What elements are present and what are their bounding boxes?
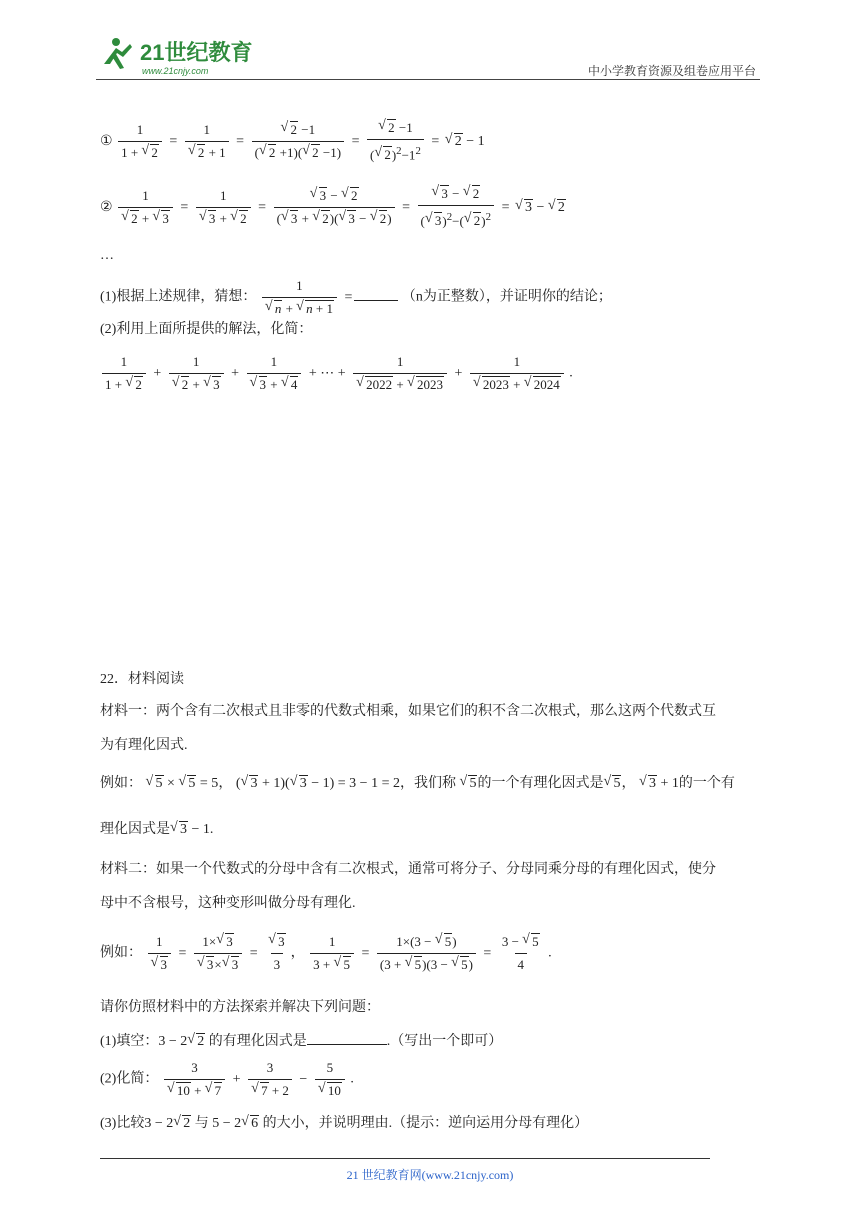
material-1-line-1: 材料一：两个含有二次根式且非零的代数式相乘，如果它们的积不含二次根式，那么这两个代数式互 (100, 704, 716, 719)
prompt: 请你仿照材料中的方法探索并解决下列问题： (100, 1000, 380, 1015)
example-2: ② 1 √ 2 + √ 3 = 1 √ 3 + √ 2 = √ $\frac{3 - √ 2}{(√ 3 + √ 2)(√ 3 - √ 2)}$ = √ $\frac{3 - √ 2}{(√ 3)^2-(√ 2)^2}$ = √ 3 − √ 2 (100, 184, 566, 231)
material-1-line-2: 为有理化因式. (100, 738, 188, 753)
sub-question-3: (3)比较3 − 2√ 2 与 5 − 2√ 6 的大小，并说明理由.（提示：逆向运用分母有理化） (100, 1114, 588, 1134)
site-logo (96, 34, 266, 78)
answer-blank-1[interactable] (354, 286, 398, 301)
example-1-label: ① (100, 132, 113, 149)
material-2-line-2: 母中不含根号，这种变形叫做分母有理化. (100, 896, 356, 911)
footer-text[interactable]: 21 世纪教育网(www.21cnjy.com) (346, 1168, 514, 1182)
footer-divider (100, 1158, 710, 1159)
sub-question-2: (2)化简： 3 √ 10 + √ 7 + 3 √ 7 + 2 − 5 √ 10 . (100, 1058, 354, 1101)
question-1: (1)根据上述规律，猜想： 1 √ n + √ n + 1 = （n为正整数），并证明你的结论； (100, 276, 612, 319)
answer-blank-2[interactable] (307, 1030, 387, 1045)
sub-question-1: (1)填空：3 − 2√ 2 的有理化因式是 .（写出一个即可） (100, 1030, 502, 1052)
ellipsis: … (100, 248, 114, 263)
example-2-label: ② (100, 198, 113, 215)
question-1-suffix: （n为正整数），并证明你的结论； (401, 289, 612, 305)
problem-22-title: 22．材料阅读 (100, 672, 184, 687)
example-material-1: 例如： √ 5 × √ 5 = 5， (√ 3 + 1)(√ 3 − 1) = 3 − 1 = 2，我们称 √ 5的一个有理化因式是√ 5， √ 3 + 1的一个有 (100, 774, 735, 794)
svg-text:21世纪教育: 21世纪教育 (140, 40, 253, 65)
material-2-line-1: 材料二：如果一个代数式的分母中含有二次根式，通常可将分子、分母同乘分母的有理化因式，使分 (100, 862, 716, 877)
example-material-2: 例如： 1 √ 3 = 1×√ 3 √ 3×√ 3 = √ $\frac{3}{3}$ ， $\frac{1}{3 + √ 5}$ = $\frac{1\times(3 - √ 5)}{(3 + √ 5)(3 - √ 5)}$ = $\frac{3 - √ 5}{4}$ . (100, 932, 552, 975)
example-1: ① $\frac{1}{1 + √ 2}$ = 1 √ 2 + 1 = √ $\frac{2 -1}{(√ 2 +1)(√ 2 -1)}$ = √ $\frac{2 -1}{(√ 2)^2-1^2}$ = √ 2 − 1 (100, 118, 485, 165)
question-1-prefix: (1)根据上述规律，猜想： (100, 289, 257, 305)
sum-expression: $\frac{1}{1 + √ 2}$ + 1 √ 2 + √ 3 + 1 √ 3 + √ 4 + ⋯ + 1 √ 2022 + √ 2023 + 1 √ 2023 + √ 2024 . (100, 352, 573, 395)
header-divider (96, 79, 760, 80)
header-platform-name: 中小学教育资源及组卷应用平台 (587, 64, 756, 78)
svg-text:www.21cnjy.com: www.21cnjy.com (142, 66, 209, 76)
question-2: (2)利用上面所提供的解法，化简： (100, 322, 313, 337)
example-material-1-cont: 理化因式是√ 3 − 1. (100, 820, 213, 840)
